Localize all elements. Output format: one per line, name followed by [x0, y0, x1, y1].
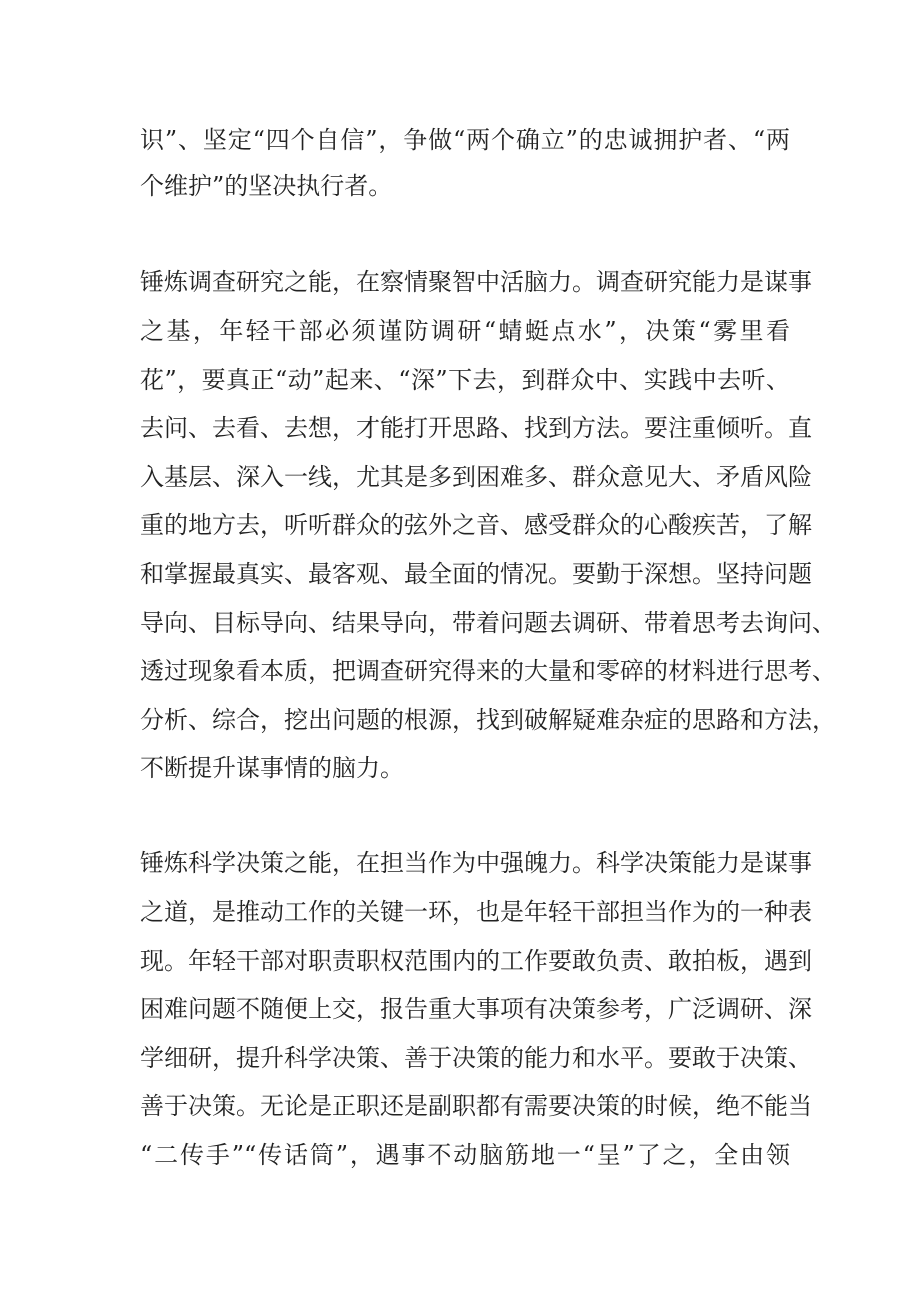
paragraph-2-line-10: 分析、综合，挖出问题的根源，找到破解疑难杂症的思路和方法， [140, 706, 836, 734]
paragraph-2-line-11: 不断提升谋事情的脑力。 [140, 754, 404, 782]
paragraph-2-line-8: 导向、目标导向、结果导向，带着问题去调研、带着思考去询问、 [140, 609, 836, 637]
paragraph-2-line-9: 透过现象看本质，把调查研究得来的大量和零碎的材料进行思考、 [140, 657, 836, 685]
paragraph-3-line-1: 锤炼科学决策之能，在担当作为中强魄力。科学决策能力是谋事 [140, 849, 812, 877]
paragraph-2-line-1: 锤炼调查研究之能，在察情聚智中活脑力。调查研究能力是谋事 [140, 268, 812, 296]
paragraph-3-line-2: 之道，是推动工作的关键一环，也是年轻干部担当作为的一种表 [140, 898, 812, 926]
paragraph-3-line-6: 善于决策。无论是正职还是副职都有需要决策的时候，绝不能当 [140, 1092, 812, 1120]
paragraph-2-line-7: 和掌握最真实、最客观、最全面的情况。要勤于深想。坚持问题 [140, 560, 812, 588]
paragraph-3-line-4: 困难问题不随便上交，报告重大事项有决策参考，广泛调研、深 [140, 995, 812, 1023]
paragraph-3-line-3: 现。年轻干部对职责职权范围内的工作要敢负责、敢拍板，遇到 [140, 947, 812, 975]
paragraph-2-line-6: 重的地方去，听听群众的弦外之音、感受群众的心酸疾苦，了解 [140, 511, 812, 539]
paragraph-3-line-5: 学细研，提升科学决策、善于决策的能力和水平。要敢于决策、 [140, 1044, 812, 1072]
paragraph-2-line-3: 花”，要真正“动”起来、“深”下去，到群众中、实践中去听、 [140, 366, 790, 394]
paragraph-3-line-7: “二传手”“传话筒”，遇事不动脑筋地一“呈”了之，全由领 [140, 1141, 790, 1169]
paragraph-2-line-4: 去问、去看、去想，才能打开思路、找到方法。要注重倾听。直 [140, 414, 812, 442]
paragraph-2-line-5: 入基层、深入一线，尤其是多到困难多、群众意见大、矛盾风险 [140, 463, 812, 491]
paragraph-2-line-2: 之基，年轻干部必须谨防调研“蜻蜓点水”，决策“雾里看 [140, 317, 790, 345]
paragraph-1-line-1: 识”、坚定“四个自信”，争做“两个确立”的忠诚拥护者、“两 [140, 126, 790, 154]
paragraph-1-line-2: 个维护”的坚决执行者。 [140, 172, 393, 200]
